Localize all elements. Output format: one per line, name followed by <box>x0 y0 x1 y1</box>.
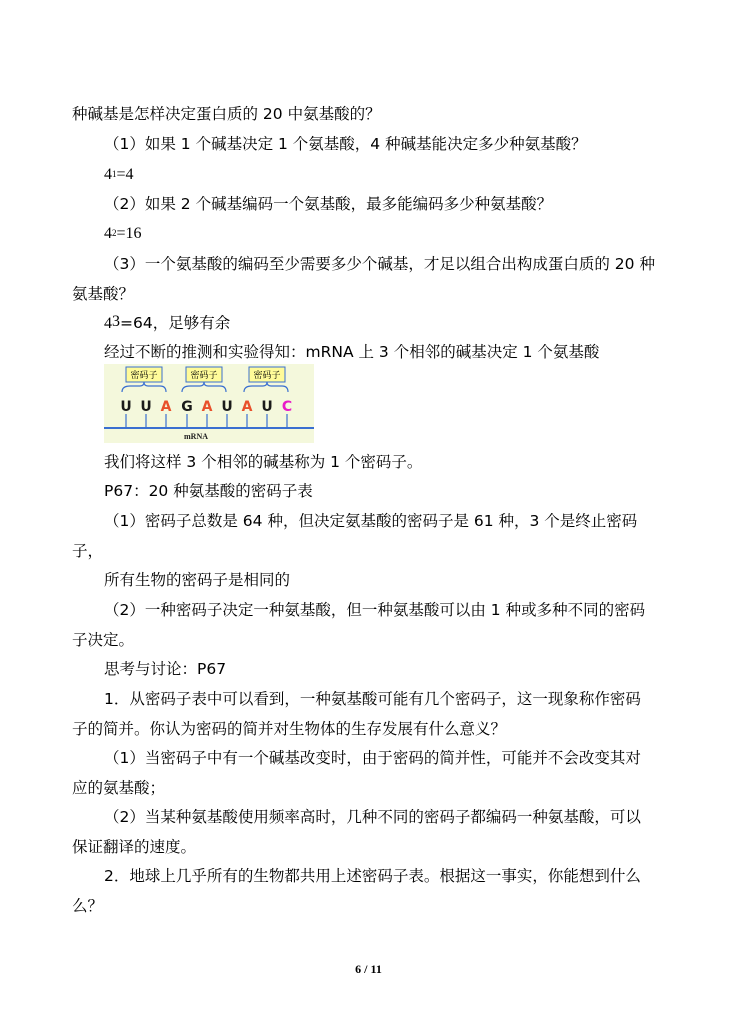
section-heading: P67：20 种氨基酸的密码子表 <box>104 482 313 500</box>
discussion-q1-cont: 子的简并。你认为密码的简并对生物体的生存发展有什么意义？ <box>72 720 507 738</box>
question-3-cont: 氨基酸？ <box>72 285 135 303</box>
svg-text:密码子: 密码子 <box>190 371 218 381</box>
answer-2: $4^2=16$ <box>104 225 142 242</box>
page-number: 6 / 11 <box>355 962 382 976</box>
discussion-a2: （2）当某种氨基酸使用频率高时，几种不同的密码子都编码一种氨基酸，可以 <box>104 808 641 826</box>
discussion-q2-cont: 么？ <box>72 897 104 915</box>
codon-label-3 <box>249 367 285 382</box>
codon-label-1 <box>126 367 162 382</box>
discussion-a1: （1）当密码子中有一个碱基改变时，由于密码的简并性，可能并不会改变其对 <box>104 749 641 767</box>
codon-diagram <box>104 364 314 443</box>
svg-text:密码子: 密码子 <box>130 371 158 381</box>
base-letter: G <box>181 399 193 415</box>
point-2-cont: 子决定。 <box>72 631 135 649</box>
discussion-q2: 2．地球上几乎所有的生物都共用上述密码子表。根据这一事实，你能想到什么 <box>104 867 641 885</box>
question-2: （2）如果 2 个碱基编码一个氨基酸，最多能编码多少种氨基酸？ <box>104 195 553 213</box>
base-letter: C <box>281 399 293 415</box>
answer-3: $4^3=64$，足够有余 <box>104 313 231 332</box>
base-letter: A <box>201 399 213 415</box>
conclusion-line: 经过不断的推测和实验得知：mRNA 上 3 个相邻的碱基决定 1 个氨基酸 <box>104 343 600 361</box>
base-letter: U <box>261 399 273 415</box>
paragraph-line: 种碱基是怎样决定蛋白质的 20 中氨基酸的？ <box>72 105 381 123</box>
point-1: （1）密码子总数是 64 种，但决定氨基酸的密码子是 61 种，3 个是终止密码 <box>104 512 638 530</box>
question-1: （1）如果 1 个碱基决定 1 个氨基酸，4 种碱基能决定多少种氨基酸？ <box>104 135 587 153</box>
base-letter: U <box>221 399 233 415</box>
answer-1: $4^1=4$ <box>104 166 134 183</box>
codon-label-2 <box>186 367 222 382</box>
discussion-q1: 1．从密码子表中可以看到，一种氨基酸可能有几个密码子，这一现象称作密码 <box>104 690 641 708</box>
base-letter: A <box>160 399 172 415</box>
definition-line: 我们将这样 3 个相邻的碱基称为 1 个密码子。 <box>104 453 423 471</box>
svg-text:密码子: 密码子 <box>253 371 281 381</box>
point-2: （2）一种密码子决定一种氨基酸，但一种氨基酸可以由 1 种或多种不同的密码 <box>104 601 646 619</box>
discussion-a2-cont: 保证翻译的速度。 <box>72 838 197 856</box>
discussion-a1-cont: 应的氨基酸； <box>72 779 166 797</box>
base-letter: U <box>120 399 132 415</box>
mrna-label: mRNA <box>184 432 208 441</box>
discussion-heading: 思考与讨论：P67 <box>104 660 227 678</box>
base-letter: U <box>140 399 152 415</box>
base-letter: A <box>241 399 253 415</box>
point-1-cont: 子， <box>72 542 104 560</box>
question-3: （3）一个氨基酸的编码至少需要多少个碱基，才足以组合出构成蛋白质的 20 种 <box>104 255 655 273</box>
point-1-note: 所有生物的密码子是相同的 <box>104 571 291 589</box>
